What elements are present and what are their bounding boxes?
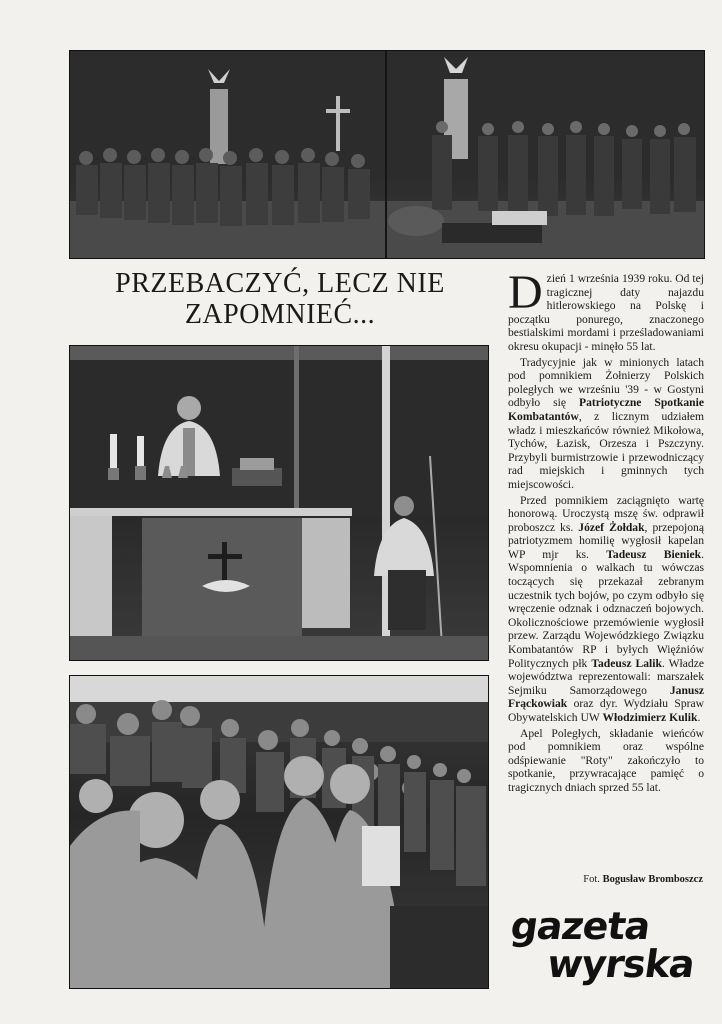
headline xyxy=(75,268,485,330)
person-name: Józef Żołdak xyxy=(578,520,645,534)
logo-line-1: gazeta xyxy=(507,905,653,949)
article-paragraph-3: Przed pomnikiem zaciągnięto wartę honorową. Uroczystą mszę św. odprawił proboszcz ks. Józef Żołdak, przepojoną patriotyzmem homilię wygłosił kapelan WP mjr ks. Tadeusz Bieniek. Wspomnienia o walkach tu wówczas toczących się przekazał zebranym uczestnik tych bojów, po czym odbyło się wręczenie odznak i odznaczeń bojowych. Okolicznościowe przemówienie wygłosił przew. Zarządu Wojewódzkiego Związku Kombatantów RP i byłych Więźniów Politycznych płk Tadeusz Lalik. Władze województwa reprezentowali: marszałek Sejmiku Samorządowego Janusz Frąckowiak oraz dyr. Wydziału Spraw Obywatelskich UW Włodzimierz Kulik. xyxy=(508,493,704,724)
photo-field-mass xyxy=(69,345,489,661)
person-name: Tadeusz Bieniek xyxy=(606,547,702,561)
photo-monument-ceremony xyxy=(69,50,705,259)
drop-cap: D xyxy=(508,266,543,319)
paragraph-1-text: zień 1 września 1939 roku. Od tej tragicznej daty najazdu hitlerowskiego na Polskę i początku ponurego, znaczonego bestialskimi mordami i prześladowaniami okresu okupacji - minęło 55 lat. xyxy=(508,272,704,353)
headline-line-2: ZAPOMNIEĆ... xyxy=(184,299,376,330)
headline-line-1: PRZEBACZYĆ, LECZ NIE xyxy=(115,268,445,299)
gazeta-wyrska-logo xyxy=(502,905,706,987)
person-name: Tadeusz Lalik xyxy=(591,656,662,670)
article-paragraph-4: Apel Poległych, składanie wieńców pod pomnikiem oraz wspólne odśpiewanie "Roty" zakończyło to spotkanie, przywracające pamięć o tragicznych dniach sprzed 55 lat. xyxy=(508,726,704,794)
article-body xyxy=(508,266,704,797)
photo-credit: Fot. Bogusław Bromboszcz xyxy=(583,874,703,885)
article-paragraph-1 xyxy=(508,266,704,354)
event-name: Patriotyczne Spotkanie Kombatantów xyxy=(508,396,704,423)
article-paragraph-2: Tradycyjnie jak w minionych latach pod pomnikiem Żołnierzy Polskich poległych we wrześniu '39 - w Gostyni odbyło się Patriotyczne Spotkanie Kombatantów, z licznym udziałem władz i mieszkańców również Mikołowa, Tychów, Łazisk, Orzesza i Pszczyny. Przybyli burmistrzowie i przewodniczący rad miejskich i gminnych tych miejscowości. xyxy=(508,355,704,491)
logo-line-2: wyrska xyxy=(544,943,697,987)
person-name: Janusz Frąckowiak xyxy=(508,683,704,711)
photo-veterans-audience xyxy=(69,675,489,989)
person-name: Włodzimierz Kulik xyxy=(602,711,698,724)
